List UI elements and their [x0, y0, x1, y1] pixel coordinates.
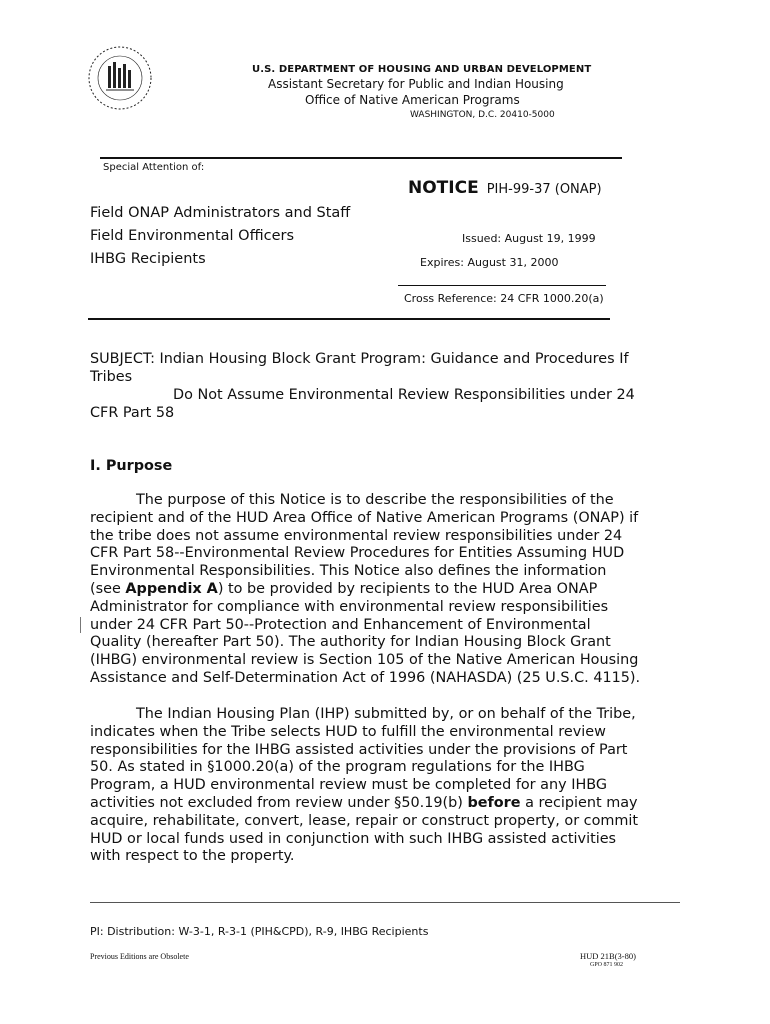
p2-line: The Indian Housing Plan (IHP) submitted by, or on behalf of the Tribe, — [136, 706, 636, 722]
recipient-1: Field ONAP Administrators and Staff — [90, 205, 351, 221]
recipient-2: Field Environmental Officers — [90, 228, 295, 244]
subject-line-3: Do Not Assume Environmental Review Responsibilities under 24 — [173, 387, 635, 403]
appendix-reference: Appendix A — [125, 580, 218, 597]
p2-line — [90, 795, 638, 813]
p1-line — [90, 581, 640, 599]
p1-line: CFR Part 58--Environmental Review Procedures for Entities Assuming HUD — [90, 545, 625, 562]
p1-line: recipient and of the HUD Area Office of Native American Programs (ONAP) if — [90, 509, 639, 526]
p2-line: acquire, rehabilitate, convert, lease, repair or construct property, or commit — [90, 812, 639, 829]
p1-line: Quality (hereafter Part 50). The authority for Indian Housing Block Grant — [90, 634, 611, 651]
p1-line-part: (see — [90, 580, 126, 597]
notice-number: PIH-99-37 (ONAP) — [486, 182, 602, 197]
p1-line: Environmental Responsibilities. This Notice also defines the information — [90, 563, 607, 580]
cross-reference: Cross Reference: 24 CFR 1000.20(a) — [404, 292, 604, 305]
attention-label: Special Attention of: — [103, 162, 205, 173]
expires-date: Expires: August 31, 2000 — [420, 256, 559, 269]
p1-line: the tribe does not assume environmental review responsibilities under 24 — [90, 527, 623, 544]
p2-line: HUD or local funds used in conjunction with such IHBG assisted activities — [90, 830, 617, 847]
p2-line: with respect to the property. — [90, 848, 295, 865]
p1-line-part: ) to be provided by recipients to the HUD Area ONAP — [217, 580, 598, 597]
recipient-3: IHBG Recipients — [90, 251, 206, 267]
assistant-secretary: Assistant Secretary for Public and Indian Housing — [268, 77, 564, 91]
p2-line-part: activities not excluded from review under §50.19(b) — [90, 794, 468, 811]
notice-title — [408, 178, 602, 198]
footer-divider — [90, 902, 680, 903]
before-emphasis: before — [467, 794, 521, 811]
revision-bar — [80, 617, 81, 633]
p1-line: Administrator for compliance with environmental review responsibilities — [90, 598, 609, 615]
notice-label: NOTICE — [408, 178, 479, 198]
issued-date: Issued: August 19, 1999 — [462, 232, 596, 245]
notice-divider — [88, 318, 610, 320]
header-divider — [100, 157, 622, 159]
p1-line: under 24 CFR Part 50--Protection and Enhancement of Environmental — [90, 616, 591, 633]
p1-line: Assistance and Self-Determination Act of 1996 (NAHASDA) (25 U.S.C. 4115). — [90, 669, 641, 686]
agency-name: U.S. DEPARTMENT OF HOUSING AND URBAN DEVELOPMENT — [252, 64, 592, 75]
office-name: Office of Native American Programs — [305, 93, 520, 107]
p1-line: The purpose of this Notice is to describe the responsibilities of the — [136, 492, 614, 508]
p1-line: (IHBG) environmental review is Section 105 of the Native American Housing — [90, 652, 639, 669]
paragraph-ihp — [90, 706, 638, 866]
gpo-number: GPO 871 902 — [590, 962, 624, 968]
obsolete-notice: Previous Editions are Obsolete — [90, 952, 189, 961]
p2-line-part: a recipient may — [520, 794, 638, 811]
p2-line: Program, a HUD environmental review must be completed for any IHBG — [90, 777, 608, 794]
distribution-list: PI: Distribution: W-3-1, R-3-1 (PIH&CPD), R-9, IHBG Recipients — [90, 925, 429, 938]
paragraph-purpose — [90, 492, 640, 688]
section-heading: I. Purpose — [90, 458, 173, 474]
p2-line: 50. As stated in §1000.20(a) of the program regulations for the IHBG — [90, 759, 585, 776]
subject-line-1: SUBJECT: Indian Housing Block Grant Program: Guidance and Procedures If — [90, 351, 629, 367]
date-divider — [398, 285, 606, 286]
p2-line: indicates when the Tribe selects HUD to fulfill the environmental review — [90, 723, 606, 740]
office-address: WASHINGTON, D.C. 20410-5000 — [410, 110, 555, 120]
subject-line-2: Tribes — [90, 369, 133, 385]
form-number: HUD 21B(3-80) — [580, 951, 636, 961]
hud-seal-logo — [86, 44, 154, 112]
subject-line-4: CFR Part 58 — [90, 405, 175, 421]
p2-line: responsibilities for the IHBG assisted activities under the provisions of Part — [90, 741, 628, 758]
